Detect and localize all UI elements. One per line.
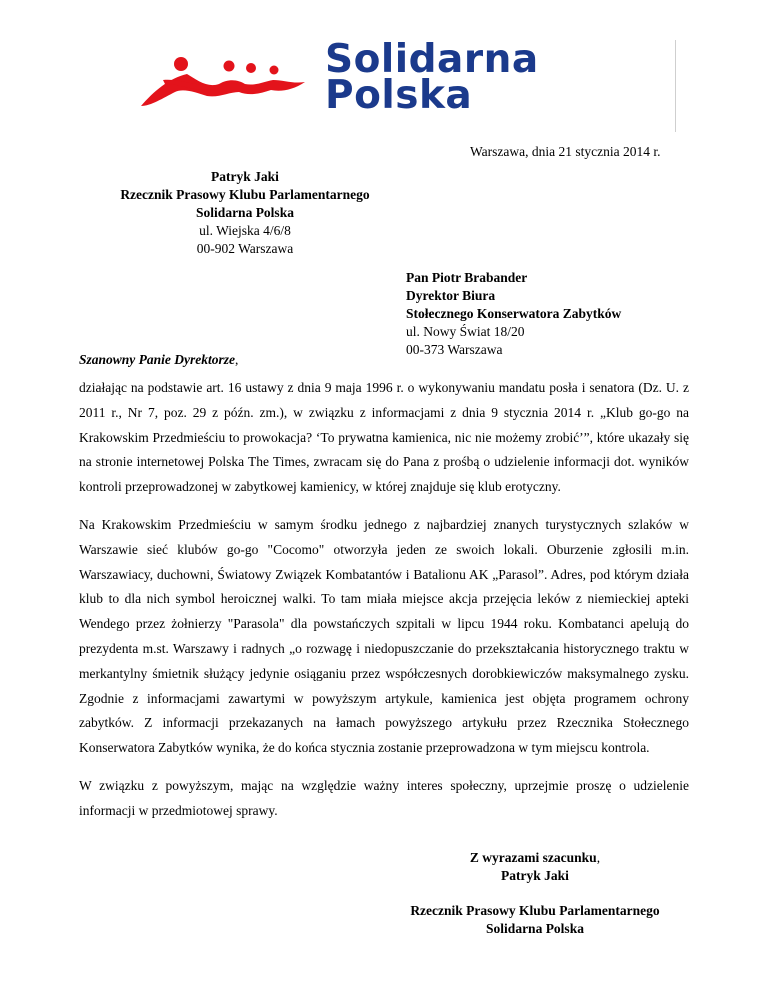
recipient-name: Pan Piotr Brabander: [406, 270, 528, 285]
sender-org: Solidarna Polska: [196, 205, 294, 220]
salutation-text: Szanowny Panie Dyrektorze: [79, 352, 236, 367]
sender-name: Patryk Jaki: [211, 169, 279, 184]
body-paragraph-1: działając na podstawie art. 16 ustawy z dnia 9 maja 1996 r. o wykonywaniu mandatu posła i senatora (Dz. U. z 2011 r., Nr 7, poz. 29 z późn. zm.), w związku z informacjami z dnia 9 stycznia 2014 r. „Klub go-go na Krakowskim Przedmieściu to prowokacja? ‘To prywatna kamienica, nic nie możemy zrobić’”, które ukazały się na stronie internetowej Polska The Times, zwracam się do Pana z prośbą o udzielenie informacji dot. wyników kontroli przeprowadzonej w zabytkowej kamienicy, w której znajduje się klub erotyczny.: [79, 380, 689, 495]
signature-block: [390, 902, 680, 938]
logo-divider: [675, 40, 676, 132]
recipient-org: Stołecznego Konserwatora Zabytków: [406, 306, 622, 321]
letter-date: Warszawa, dnia 21 stycznia 2014 r.: [470, 144, 661, 159]
logo-line-1: Solidarna: [325, 37, 539, 82]
closing-name: Patryk Jaki: [501, 868, 569, 883]
signature-org: Solidarna Polska: [486, 921, 584, 936]
closing-block: [400, 849, 670, 885]
body-paragraph-3: W związku z powyższym, mając na względzie ważny interes społeczny, uprzejmie proszę o udzielenie informacji w przedmiotowej sprawy.: [79, 777, 689, 818]
logo-line-2: Polska: [325, 73, 473, 118]
recipient-title: Dyrektor Biura: [406, 288, 496, 303]
sender-block: [100, 168, 390, 258]
letter-body: [79, 376, 689, 837]
salutation: [79, 352, 238, 368]
signature-title: Rzecznik Prasowy Klubu Parlamentarnego: [410, 903, 660, 918]
closing-regards-punct: ,: [596, 850, 601, 865]
sender-title: Rzecznik Prasowy Klubu Parlamentarnego: [120, 187, 370, 202]
closing-regards: Z wyrazami szacunku: [469, 850, 597, 865]
salutation-punct: ,: [235, 352, 239, 367]
closing-regards-line: [400, 849, 670, 867]
sender-city: 00-902 Warszawa: [196, 241, 294, 256]
recipient-street: ul. Nowy Świat 18/20: [406, 324, 525, 339]
body-paragraph-2: Na Krakowskim Przedmieściu w samym środku jednego z najbardziej znanych turystycznych szlaków w Warszawie sieć klubów go-go "Cocomo" otworzyła jeden ze swoich lokali. Oburzenie zgłosili m.in. Warszawiacy, duchowni, Światowy Związek Kombatantów i Batalionu AK „Parasol”. Adres, pod którym działa klub to dla nich symbol heroicznej walki. To tam miała miejsce akcja przejęcia leków z niemieckiej apteki Wendego przez żołnierzy "Parasola" dla powstańczych szpitali w lipcu 1944 roku. Kombatanci apelują do prezydenta m.st. Warszawy i radnych „o rozwagę i niedopuszczanie do przekształcania historycznego traktu w merkantylny śmietnik służący jedynie osiąganiu przez współczesnych dorobkiewiczów maksymalnego zysku. Zgodnie z informacjami zawartymi w powyższym artykule, kamienica jest objęta programem ochrony zabytków. Z informacji przekazanych na łamach powyższego artykułu przez Rzecznika Stołecznego Konserwatora Zabytków wynika, że do końca stycznia zostanie przeprowadzona w tym miejscu kontrola.: [79, 516, 689, 756]
recipient-block: [406, 269, 621, 359]
sender-street: ul. Wiejska 4/6/8: [199, 223, 291, 238]
recipient-city: 00-373 Warszawa: [406, 342, 503, 357]
logo-wordmark: [325, 37, 539, 118]
